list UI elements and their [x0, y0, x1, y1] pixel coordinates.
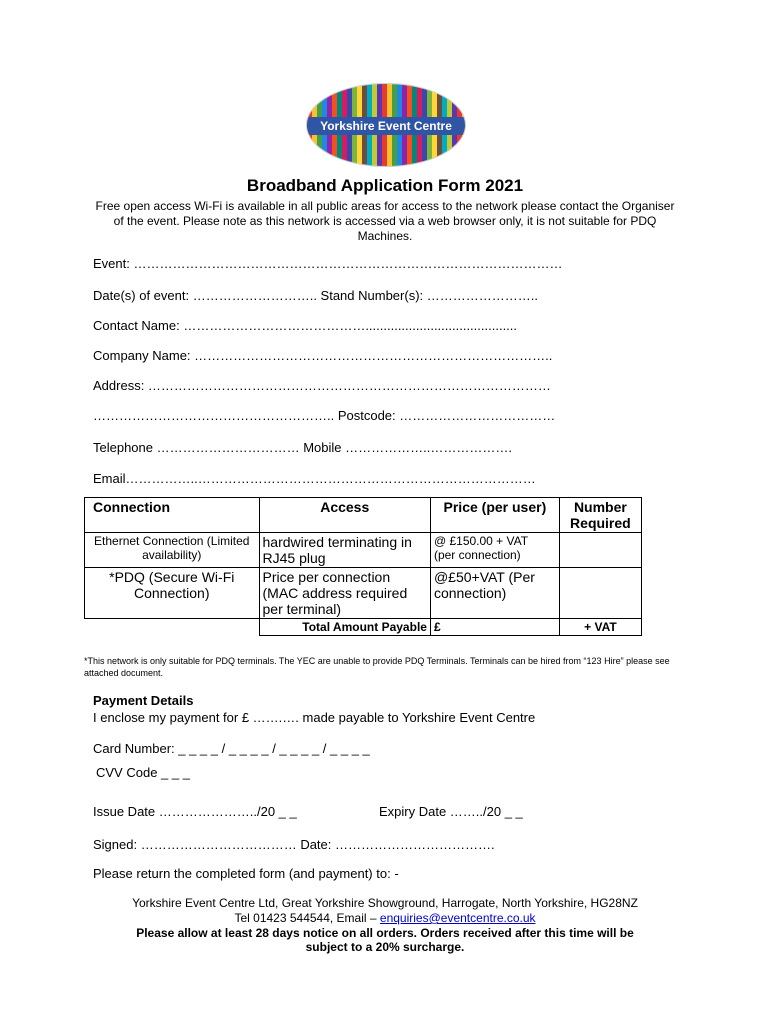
ethernet-connection-cell: Ethernet Connection (Limited availability): [85, 533, 260, 568]
footer-email-link[interactable]: enquiries@eventcentre.co.uk: [379, 911, 536, 925]
issue-date-field[interactable]: Issue Date …………………../20 _ _: [93, 804, 297, 819]
pdq-connection-cell: *PDQ (Secure Wi-Fi Connection): [85, 568, 260, 619]
pdq-note: *This network is only suitable for PDQ terminals. The YEC are unable to provide PDQ Terminals. Terminals can be hired from “123 Hire” please see attached document.: [84, 656, 670, 678]
return-instructions: Please return the completed form (and payment) to: -: [93, 866, 399, 881]
ethernet-access-cell: hardwired terminating in RJ45 plug: [259, 533, 430, 568]
email-field[interactable]: Email……………..……………………………………………………………………: [93, 471, 536, 486]
total-currency[interactable]: £: [430, 619, 559, 636]
total-label: Total Amount Payable: [259, 619, 430, 636]
ethernet-price: @ £150.00 + VAT: [433, 534, 529, 548]
table-header-row: [85, 498, 642, 533]
footer-contact: [0, 911, 770, 925]
total-vat: + VAT: [559, 619, 641, 636]
logo-text: Yorkshire Event Centre: [307, 117, 465, 135]
pdq-price-cell: @£50+VAT (Per connection): [430, 568, 559, 619]
cvv-field[interactable]: CVV Code _ _ _: [96, 765, 190, 780]
contact-name-field[interactable]: Contact Name: ……………………………………..........................................: [93, 318, 518, 333]
ethernet-price-note: (per connection): [433, 548, 521, 562]
telephone-field[interactable]: Telephone …………………………… Mobile ………………..……………….: [93, 440, 512, 455]
header-connection: Connection: [85, 498, 260, 533]
header-price: Price (per user): [430, 498, 559, 533]
event-field[interactable]: Event: ………………………………………………………………………………………: [93, 256, 563, 271]
dates-field[interactable]: Date(s) of event: ……………………….. Stand Number(s): ……………………..: [93, 288, 538, 303]
payment-enclose[interactable]: I enclose my payment for £ …….…. made payable to Yorkshire Event Centre: [93, 710, 536, 725]
total-row: [85, 619, 642, 636]
footer-notice-line2: subject to a 20% surcharge.: [305, 940, 465, 954]
card-number-field[interactable]: Card Number: _ _ _ _ / _ _ _ _ / _ _ _ _ / _ _ _ _: [93, 741, 370, 756]
header-number-required: Number Required: [559, 498, 641, 533]
logo: [306, 83, 466, 167]
table-row: [85, 568, 642, 619]
postcode-field[interactable]: ……………………………………………….. Postcode: ………………………………: [93, 408, 556, 423]
ethernet-number-cell[interactable]: [559, 533, 641, 568]
expiry-date-field[interactable]: Expiry Date ……../20 _ _: [379, 804, 523, 819]
footer-notice-line1: Please allow at least 28 days notice on all orders. Orders received after this time will be: [136, 926, 634, 940]
footer-tel: Tel 01423 544544, Email –: [234, 911, 380, 925]
pdq-number-cell[interactable]: [559, 568, 641, 619]
pdq-access-cell: Price per connection (MAC address required per terminal): [259, 568, 430, 619]
payment-heading: Payment Details: [93, 693, 194, 708]
company-name-field[interactable]: Company Name: ………………………………………………………………………..: [93, 348, 553, 363]
table-row: [85, 533, 642, 568]
header-access: Access: [259, 498, 430, 533]
signed-field[interactable]: Signed: ……………………………… Date: ……………………………….: [93, 837, 495, 852]
connection-table: [84, 497, 642, 636]
footer-address: Yorkshire Event Centre Ltd, Great Yorkshire Showground, Harrogate, North Yorkshire, HG28NZ: [132, 896, 638, 910]
page-title: Broadband Application Form 2021: [246, 176, 524, 195]
address-field[interactable]: Address: …………………………………………………………………………………: [93, 378, 551, 393]
ethernet-price-cell: [430, 533, 559, 568]
intro-text: Free open access Wi-Fi is available in all public areas for access to the network please contact the Organiser of the event. Please note as this network is accessed via a web browser only, it is not suitable for PDQ Machines.: [95, 199, 675, 243]
